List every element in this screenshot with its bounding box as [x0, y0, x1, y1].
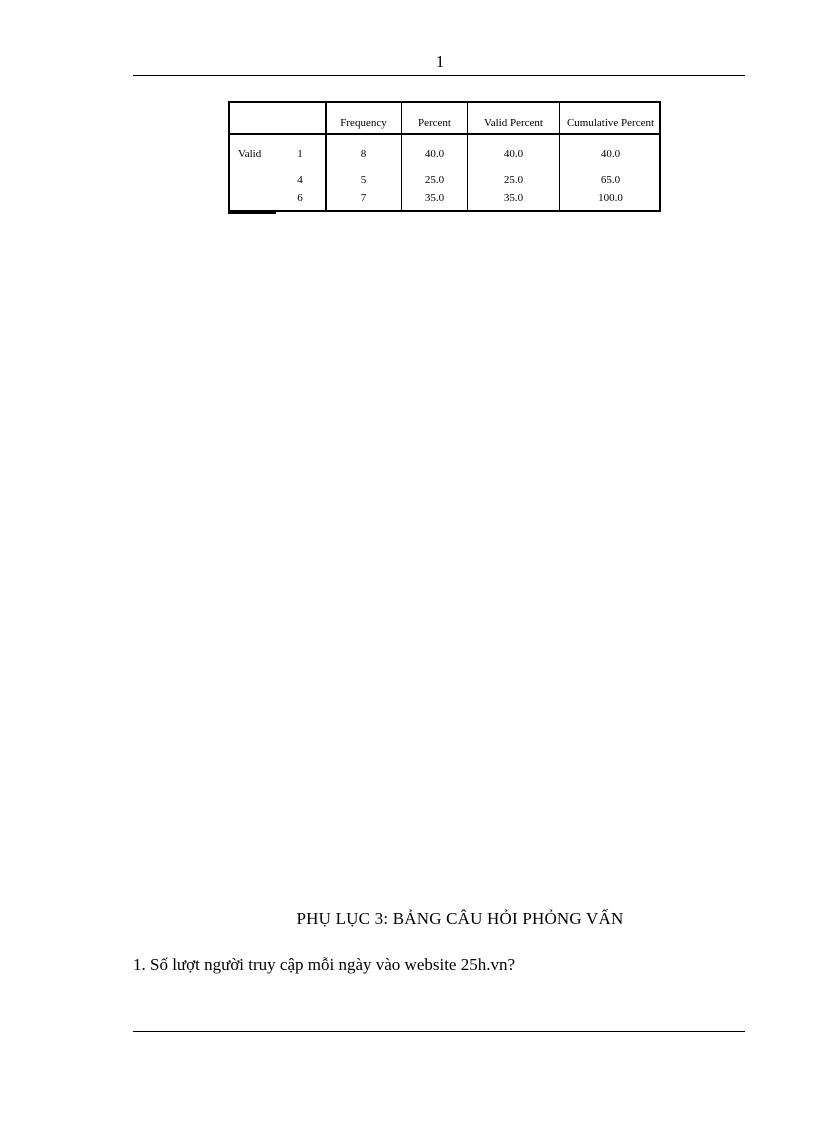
table-footer-underline: [228, 212, 276, 214]
cell-valid-percent: 40.0: [503, 148, 524, 160]
row-value: 6: [297, 192, 303, 204]
cell-percent: 35.0: [424, 192, 445, 204]
cell-valid-percent: 25.0: [503, 174, 524, 186]
row-group-label: Valid: [238, 148, 262, 160]
col-header-valid-percent: Valid Percent: [484, 117, 543, 129]
cell-frequency: 7: [360, 192, 367, 204]
row-value: 1: [297, 148, 303, 160]
table-header-divider: [230, 133, 659, 135]
col-header-percent: Percent: [418, 117, 451, 129]
cell-percent: 25.0: [424, 174, 445, 186]
appendix-title: PHỤ LỤC 3: BẢNG CÂU HỎI PHỎNG VẤN: [296, 909, 624, 928]
row-value: 4: [297, 174, 303, 186]
frequency-table: [228, 101, 661, 212]
cell-valid-percent: 35.0: [503, 192, 524, 204]
col-header-frequency: Frequency: [340, 117, 387, 129]
page-number: 1: [435, 52, 445, 71]
cell-frequency: 8: [360, 148, 367, 160]
cell-cumulative-percent: 65.0: [600, 174, 621, 186]
col-header-cumulative-percent: Cumulative Percent: [566, 117, 655, 129]
cell-cumulative-percent: 100.0: [598, 192, 623, 204]
cell-cumulative-percent: 40.0: [600, 148, 621, 160]
footer-rule: [133, 1031, 745, 1032]
cell-percent: 40.0: [424, 148, 445, 160]
cell-frequency: 5: [360, 174, 367, 186]
header-rule: [133, 75, 745, 76]
question-1: 1. Số lượt người truy cập mỗi ngày vào website 25h.vn?: [133, 955, 516, 974]
